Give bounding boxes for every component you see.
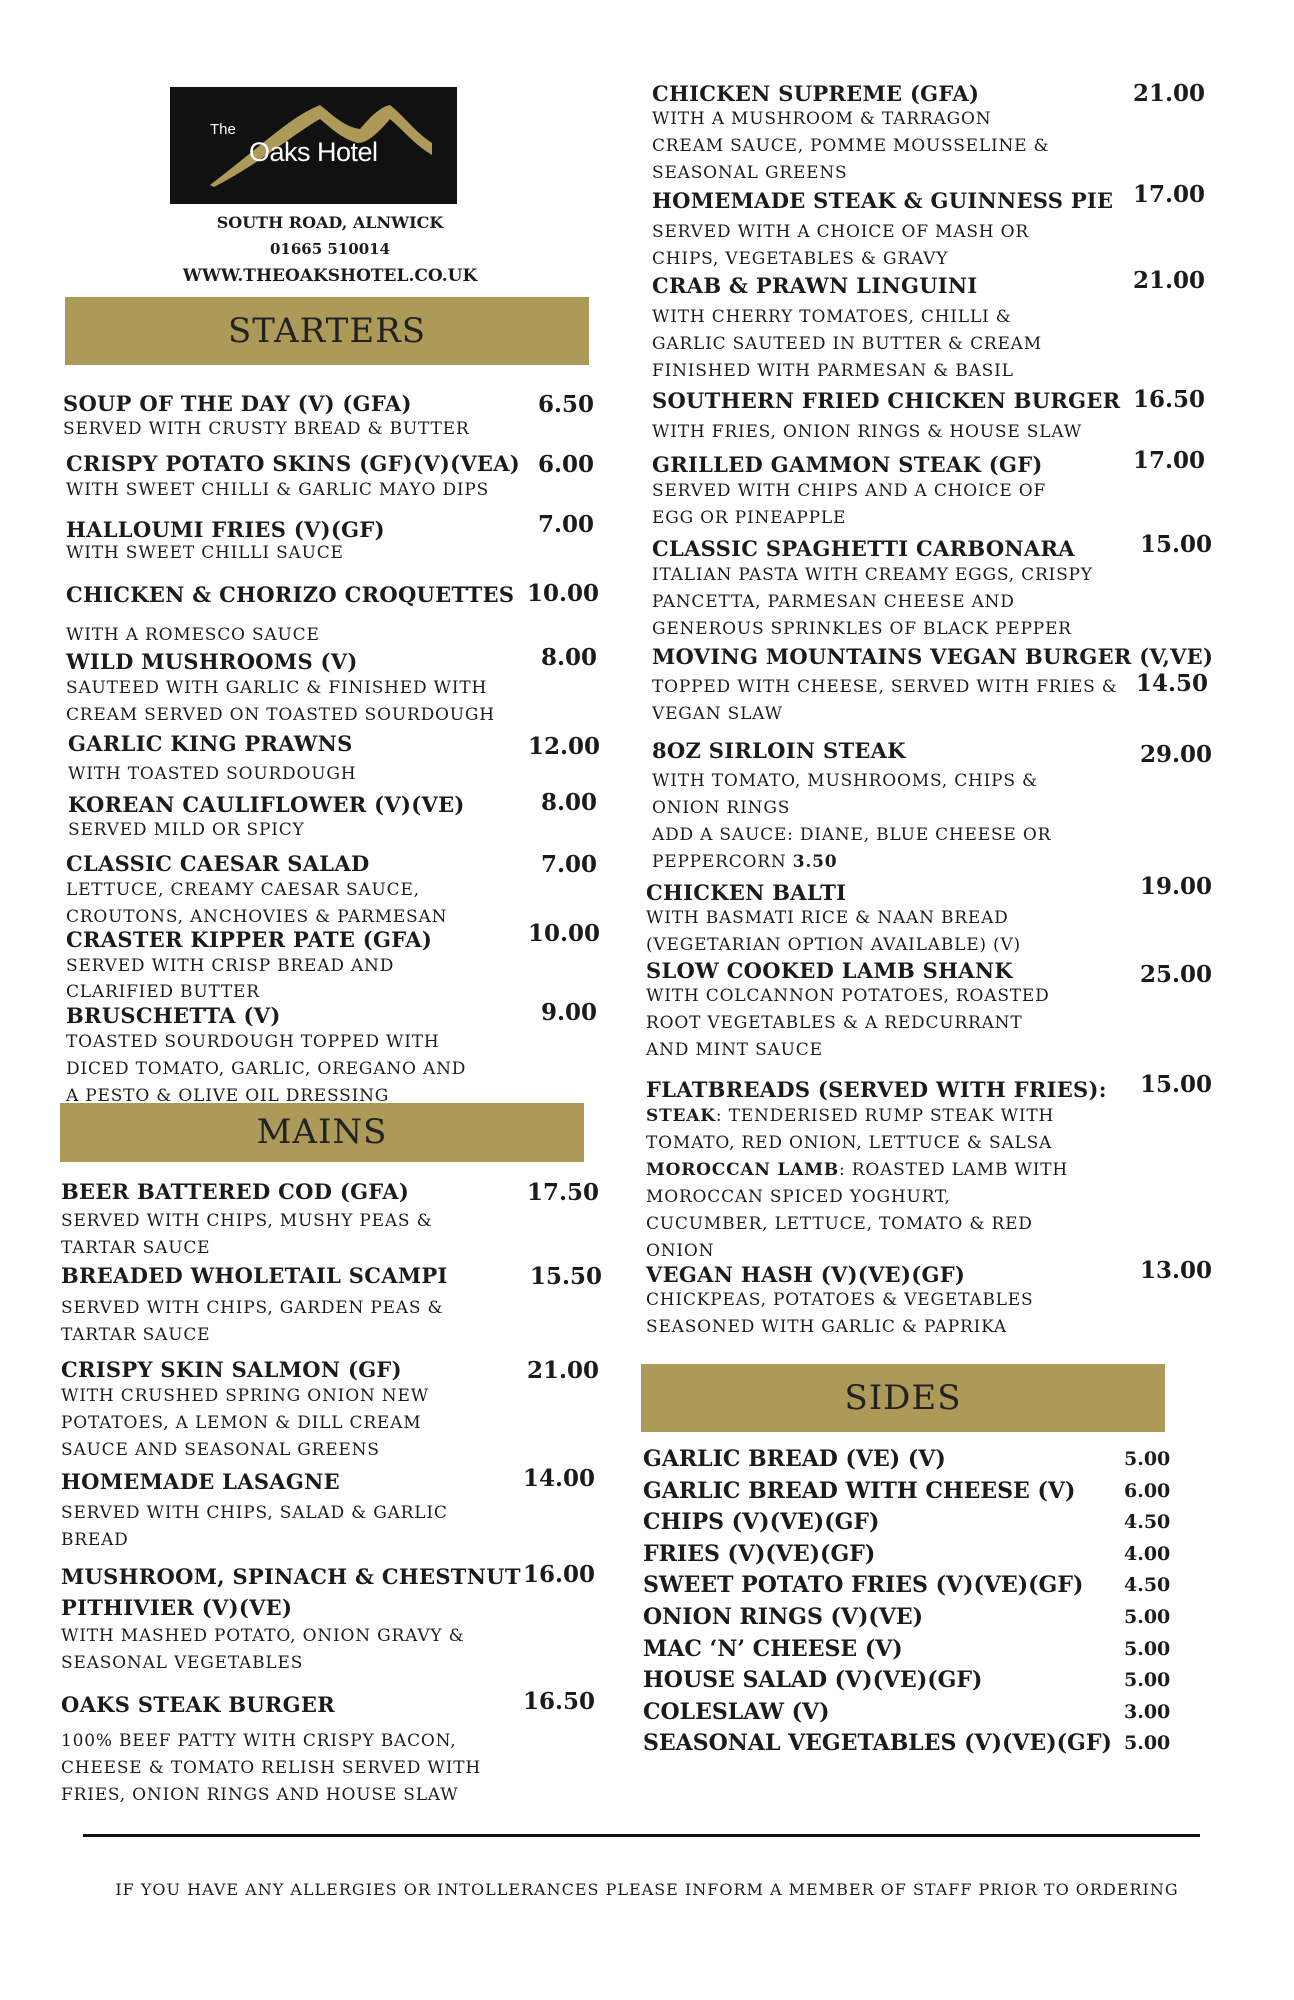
item-price: 10.00 — [528, 920, 601, 947]
item-desc: SERVED WITH CHIPS, MUSHY PEAS & — [61, 1211, 433, 1231]
item-desc: CHEESE & TOMATO RELISH SERVED WITH — [61, 1758, 481, 1778]
item-name: WILD MUSHROOMS (V) — [66, 649, 358, 674]
menu-item — [652, 536, 1093, 643]
side-item-name: ONION RINGS (V)(VE) — [643, 1604, 924, 1630]
menu-item — [652, 452, 1046, 532]
item-price: 21.00 — [1133, 80, 1206, 107]
item-desc: TARTAR SAUCE — [61, 1325, 211, 1345]
item-desc: SERVED WITH CRISP BREAD AND — [66, 956, 395, 976]
side-item-price: 5.00 — [1124, 1606, 1171, 1628]
flatbread-lamb-label: MOROCCAN LAMB — [646, 1160, 840, 1180]
item-desc: A PESTO & OLIVE OIL DRESSING — [66, 1086, 390, 1106]
item-desc: MOROCCAN SPICED YOGHURT, — [646, 1187, 951, 1207]
menu-item — [652, 188, 1113, 273]
item-desc: SEASONAL GREENS — [652, 163, 848, 183]
item-price: 17.00 — [1133, 447, 1206, 474]
hotel-website[interactable]: WWW.THEOAKSHOTEL.CO.UK — [182, 266, 478, 286]
menu-item — [652, 388, 1120, 446]
side-item-price: 5.00 — [1124, 1669, 1171, 1692]
item-name: CRISPY POTATO SKINS (GF)(V)(VEA) — [66, 451, 521, 476]
flatbread-steak-desc: : TENDERISED RUMP STEAK WITH — [715, 1106, 1055, 1126]
item-desc: SERVED WITH CHIPS AND A CHOICE OF — [652, 481, 1047, 501]
side-item-name: SEASONAL VEGETABLES (V)(VE)(GF) — [643, 1730, 1112, 1757]
flatbread-lamb-desc: : ROASTED LAMB WITH — [839, 1160, 1069, 1180]
item-name: CHICKEN SUPREME (GFA) — [652, 81, 980, 106]
item-price: 8.00 — [541, 644, 598, 671]
item-desc: PANCETTA, PARMESAN CHEESE AND — [652, 592, 1015, 612]
menu-item — [66, 927, 432, 1005]
item-desc: WITH CRUSHED SPRING ONION NEW — [61, 1386, 429, 1406]
item-desc: WITH COLCANNON POTATOES, ROASTED — [646, 986, 1050, 1006]
side-item-price: 4.00 — [1124, 1542, 1171, 1565]
item-name: BRUSCHETTA (V) — [66, 1003, 281, 1028]
side-item-name: HOUSE SALAD (V)(VE)(GF) — [643, 1667, 983, 1694]
item-desc: BREAD — [61, 1530, 129, 1550]
item-price: 29.00 — [1140, 741, 1213, 768]
item-price: 9.00 — [541, 999, 598, 1026]
item-desc: GENEROUS SPRINKLES OF BLACK PEPPER — [652, 619, 1072, 639]
side-item-name: FRIES (V)(VE)(GF) — [643, 1540, 876, 1567]
item-desc: FINISHED WITH PARMESAN & BASIL — [652, 361, 1014, 381]
item-price: 7.00 — [541, 851, 598, 878]
item-desc: SERVED MILD OR SPICY — [68, 820, 305, 840]
item-desc: WITH A ROMESCO SAUCE — [66, 625, 320, 645]
flatbread-steak-label: STEAK — [646, 1106, 716, 1126]
menu-item — [66, 1003, 466, 1110]
menu-item — [68, 792, 465, 842]
item-name: MOVING MOUNTAINS VEGAN BURGER (V,VE) — [652, 644, 1214, 669]
footer-divider — [83, 1834, 1200, 1837]
item-name: GRILLED GAMMON STEAK (GF) — [652, 452, 1043, 477]
menu-item — [646, 881, 1021, 959]
item-name: PITHIVIER (V)(VE) — [61, 1595, 293, 1620]
item-desc: WITH A MUSHROOM & TARRAGON — [652, 109, 992, 129]
sides-heading: SIDES — [641, 1364, 1165, 1432]
item-desc: FRIES, ONION RINGS AND HOUSE SLAW — [61, 1785, 459, 1805]
item-name: KOREAN CAULIFLOWER (V)(VE) — [68, 792, 465, 817]
item-name: MUSHROOM, SPINACH & CHESTNUT — [61, 1564, 521, 1589]
item-desc: 100% BEEF PATTY WITH CRISPY BACON, — [61, 1731, 457, 1751]
sauce-desc: PEPPERCORN — [652, 852, 787, 872]
item-name: SLOW COOKED LAMB SHANK — [646, 958, 1013, 983]
menu-item — [652, 82, 1049, 187]
item-desc: WITH TOMATO, MUSHROOMS, CHIPS & — [652, 771, 1038, 791]
item-desc: AND MINT SAUCE — [646, 1040, 823, 1060]
item-desc: ONION RINGS — [652, 798, 791, 818]
item-name: GARLIC KING PRAWNS — [68, 731, 353, 756]
item-name: OAKS STEAK BURGER — [61, 1692, 335, 1717]
item-name: CLASSIC SPAGHETTI CARBONARA — [652, 536, 1075, 561]
item-name: CHICKEN BALTI — [646, 880, 847, 905]
mains-heading: MAINS — [60, 1103, 584, 1162]
item-name: CRASTER KIPPER PATE (GFA) — [66, 927, 433, 952]
menu-item — [646, 1263, 1033, 1341]
item-price: 6.50 — [538, 391, 595, 418]
item-name: CLASSIC CAESAR SALAD — [66, 851, 370, 876]
item-price: 19.00 — [1140, 873, 1213, 900]
side-item-price: 5.00 — [1124, 1732, 1171, 1755]
side-item-name: GARLIC BREAD WITH CHEESE (V) — [643, 1477, 1076, 1504]
item-name: CRISPY SKIN SALMON (GF) — [61, 1357, 402, 1382]
item-name: BREADED WHOLETAIL SCAMPI — [61, 1263, 448, 1288]
item-desc: SEASONED WITH GARLIC & PAPRIKA — [646, 1317, 1007, 1337]
allergy-notice: IF YOU HAVE ANY ALLERGIES OR INTOLLERANCES PLEASE INFORM A MEMBER OF STAFF PRIOR TO ORDERING — [115, 1880, 1179, 1899]
side-item-price: 5.00 — [1124, 1637, 1171, 1660]
item-name: BEER BATTERED COD (GFA) — [61, 1179, 410, 1204]
item-desc: ONION — [646, 1241, 715, 1261]
item-price: 17.00 — [1133, 181, 1206, 208]
item-desc: TOASTED SOURDOUGH TOPPED WITH — [66, 1032, 440, 1052]
item-desc: GARLIC SAUTEED IN BUTTER & CREAM — [652, 334, 1042, 354]
item-desc: WITH FRIES, ONION RINGS & HOUSE SLAW — [652, 422, 1082, 442]
item-name: SOUTHERN FRIED CHICKEN BURGER — [652, 388, 1121, 413]
menu-item — [652, 273, 1042, 385]
item-name: HALLOUMI FRIES (V)(GF) — [66, 517, 385, 542]
item-price: 7.00 — [538, 511, 595, 538]
item-price: 14.50 — [1136, 670, 1209, 697]
item-name: CRAB & PRAWN LINGUINI — [652, 273, 978, 298]
item-price: 15.00 — [1140, 1071, 1213, 1098]
item-desc: WITH CHERRY TOMATOES, CHILLI & — [652, 307, 1012, 327]
item-desc: DICED TOMATO, GARLIC, OREGANO AND — [66, 1059, 467, 1079]
item-name: HOMEMADE LASAGNE — [61, 1469, 340, 1494]
item-price: 15.50 — [530, 1263, 603, 1290]
item-desc: POTATOES, A LEMON & DILL CREAM — [61, 1413, 422, 1433]
side-item-name: GARLIC BREAD (VE) (V) — [643, 1446, 946, 1472]
item-price: 8.00 — [541, 789, 598, 816]
item-desc: SERVED WITH CRUSTY BREAD & BUTTER — [63, 419, 470, 439]
item-desc: SERVED WITH CHIPS, GARDEN PEAS & — [61, 1298, 444, 1318]
side-item-price: 5.00 — [1124, 1448, 1171, 1470]
side-item-price: 3.00 — [1124, 1700, 1171, 1723]
item-desc: SERVED WITH CHIPS, SALAD & GARLIC — [61, 1503, 448, 1523]
item-desc: CLARIFIED BUTTER — [66, 982, 260, 1002]
menu-item — [61, 1692, 481, 1809]
item-desc: SAUCE AND SEASONAL GREENS — [61, 1440, 380, 1460]
item-name: FLATBREADS (SERVED WITH FRIES): — [646, 1077, 1107, 1102]
item-desc: LETTUCE, CREAMY CAESAR SAUCE, — [66, 880, 420, 900]
item-price: 21.00 — [527, 1357, 600, 1384]
menu-item — [66, 517, 385, 563]
item-price: 21.00 — [1133, 267, 1206, 294]
menu-item — [646, 1077, 1107, 1265]
side-item-price: 6.00 — [1124, 1479, 1171, 1502]
item-desc: CHICKPEAS, POTATOES & VEGETABLES — [646, 1290, 1034, 1310]
item-price: 16.50 — [523, 1688, 596, 1715]
item-desc: WITH MASHED POTATO, ONION GRAVY & — [61, 1626, 465, 1646]
item-desc: CUCUMBER, LETTUCE, TOMATO & RED — [646, 1214, 1033, 1234]
side-item-name: MAC ‘N’ CHEESE (V) — [643, 1635, 903, 1662]
logo-name: Oaks Hotel — [249, 137, 378, 167]
side-item-name: SWEET POTATO FRIES (V)(VE)(GF) — [643, 1572, 1084, 1599]
starters-heading: STARTERS — [65, 297, 589, 365]
item-desc: TARTAR SAUCE — [61, 1238, 211, 1258]
item-price: 10.00 — [527, 580, 600, 607]
item-price: 16.00 — [523, 1561, 596, 1588]
item-name: 8OZ SIRLOIN STEAK — [652, 738, 906, 763]
side-item-price: 4.50 — [1124, 1511, 1171, 1534]
menu-item — [646, 959, 1050, 1064]
item-desc: ROOT VEGETABLES & A REDCURRANT — [646, 1013, 1023, 1033]
item-price: 6.00 — [538, 451, 595, 478]
menu-item — [66, 649, 495, 729]
item-desc: EGG OR PINEAPPLE — [652, 508, 847, 528]
menu-item — [66, 451, 520, 504]
item-price: 15.00 — [1140, 531, 1213, 558]
item-price: 14.00 — [523, 1465, 596, 1492]
menu-item — [652, 644, 1213, 728]
menu-item — [61, 1179, 433, 1262]
side-item-name: COLESLAW (V) — [643, 1698, 830, 1725]
item-price: 13.00 — [1140, 1257, 1213, 1284]
menu-item — [66, 851, 447, 931]
item-desc: CROUTONS, ANCHOVIES & PARMESAN — [66, 907, 448, 927]
item-desc: WITH TOASTED SOURDOUGH — [68, 764, 357, 784]
menu-item — [61, 1263, 448, 1349]
item-desc — [652, 849, 1051, 876]
hotel-address: SOUTH ROAD, ALNWICK — [216, 213, 444, 232]
item-desc: ITALIAN PASTA WITH CREAMY EGGS, CRISPY — [652, 565, 1093, 585]
hotel-phone: 01665 510014 — [269, 240, 391, 258]
menu-item — [61, 1357, 429, 1464]
item-desc: CHIPS, VEGETABLES & GRAVY — [652, 249, 949, 269]
menu-item — [61, 1469, 448, 1554]
item-desc: CREAM SAUCE, POMME MOUSSELINE & — [652, 136, 1050, 156]
item-desc: WITH BASMATI RICE & NAAN BREAD — [646, 908, 1009, 928]
side-item-name: CHIPS (V)(VE)(GF) — [643, 1509, 880, 1536]
side-item-price: 4.50 — [1124, 1574, 1171, 1597]
item-desc: SERVED WITH A CHOICE OF MASH OR — [652, 222, 1029, 242]
item-desc: WITH SWEET CHILLI & GARLIC MAYO DIPS — [66, 480, 490, 500]
logo-the: The — [210, 121, 236, 138]
menu-item — [63, 391, 469, 441]
item-name: HOMEMADE STEAK & GUINNESS PIE — [652, 188, 1114, 213]
item-name: SOUP OF THE DAY (V) (GFA) — [63, 391, 412, 416]
item-name: CHICKEN & CHORIZO CROQUETTES — [66, 582, 515, 607]
item-price: 25.00 — [1140, 961, 1213, 988]
item-price: 12.00 — [528, 733, 601, 760]
item-desc: TOMATO, RED ONION, LETTUCE & SALSA — [646, 1133, 1053, 1153]
hotel-logo — [170, 87, 457, 204]
item-price: 16.50 — [1133, 386, 1206, 413]
menu-item — [68, 731, 356, 788]
menu-item — [652, 738, 1051, 876]
item-desc: SEASONAL VEGETABLES — [61, 1653, 304, 1673]
sauce-price: 3.50 — [792, 852, 838, 872]
item-price: 17.50 — [527, 1179, 600, 1206]
item-desc: ADD A SAUCE: DIANE, BLUE CHEESE OR — [652, 825, 1052, 845]
item-name: VEGAN HASH (V)(VE)(GF) — [646, 1262, 966, 1287]
item-desc: TOPPED WITH CHEESE, SERVED WITH FRIES & — [652, 677, 1118, 697]
item-desc: (VEGETARIAN OPTION AVAILABLE) (V) — [646, 935, 1021, 955]
menu-item — [66, 582, 514, 649]
item-desc: VEGAN SLAW — [652, 704, 783, 724]
item-desc: CREAM SERVED ON TOASTED SOURDOUGH — [66, 705, 495, 725]
item-desc: SAUTEED WITH GARLIC & FINISHED WITH — [66, 678, 488, 698]
menu-item — [61, 1561, 521, 1677]
item-desc: WITH SWEET CHILLI SAUCE — [66, 543, 344, 563]
